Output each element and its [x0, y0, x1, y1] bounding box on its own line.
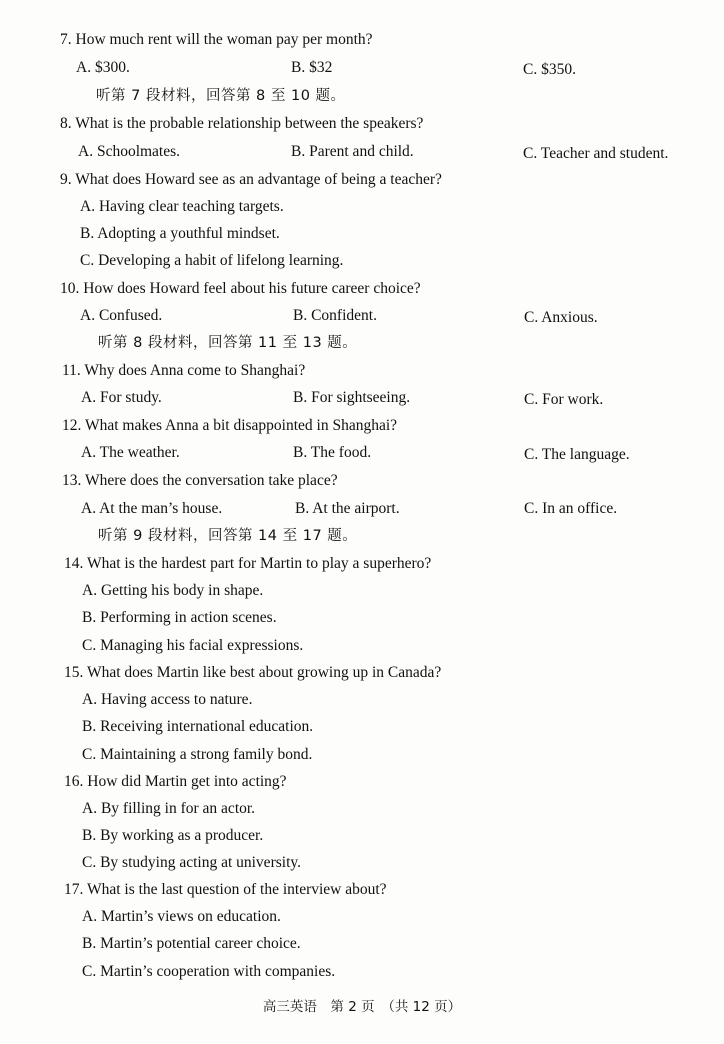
q7-option-c: C. $350.	[523, 61, 576, 78]
q8-option-b: B. Parent and child.	[291, 143, 414, 160]
q17-option-c: C. Martin’s cooperation with companies.	[82, 963, 336, 980]
q12-option-b: B. The food.	[293, 444, 372, 461]
q17-option-a: A. Martin’s views on education.	[82, 908, 281, 925]
q15-option-a: A. Having access to nature.	[82, 691, 253, 708]
q10-option-c: C. Anxious.	[524, 309, 598, 326]
q9-option-b: B. Adopting a youthful mindset.	[80, 225, 280, 242]
question-12: 12. What makes Anna a bit disappointed in Shanghai?	[62, 417, 398, 434]
question-15: 15. What does Martin like best about growing up in Canada?	[64, 664, 442, 681]
q9-option-a: A. Having clear teaching targets.	[80, 198, 284, 215]
q9-option-c: C. Developing a habit of lifelong learning.	[80, 252, 344, 269]
q10-option-b: B. Confident.	[293, 307, 377, 324]
q16-option-a: A. By filling in for an actor.	[82, 800, 256, 817]
q12-option-a: A. The weather.	[81, 444, 180, 461]
q15-option-c: C. Maintaining a strong family bond.	[82, 746, 313, 763]
q11-option-b: B. For sightseeing.	[293, 389, 411, 406]
q13-option-b: B. At the airport.	[295, 500, 400, 517]
q17-option-b: B. Martin’s potential career choice.	[82, 935, 301, 952]
question-11: 11. Why does Anna come to Shanghai?	[62, 362, 306, 379]
q16-option-c: C. By studying acting at university.	[82, 854, 301, 871]
question-8: 8. What is the probable relationship between the speakers?	[60, 115, 424, 132]
question-16: 16. How did Martin get into acting?	[64, 773, 287, 790]
q14-option-b: B. Performing in action scenes.	[82, 609, 277, 626]
section-heading-7: 听第 7 段材料，回答第 8 至 10 题。	[96, 88, 346, 104]
q16-option-b: B. By working as a producer.	[82, 827, 264, 844]
q14-option-c: C. Managing his facial expressions.	[82, 637, 304, 654]
section-heading-8: 听第 8 段材料，回答第 11 至 13 题。	[98, 335, 358, 351]
q15-option-b: B. Receiving international education.	[82, 718, 314, 735]
q11-option-c: C. For work.	[524, 391, 604, 408]
q13-option-c: C. In an office.	[524, 500, 618, 517]
page-footer: 高三英语 第 2 页 （共 12 页）	[262, 999, 462, 1015]
question-17: 17. What is the last question of the interview about?	[64, 881, 387, 898]
section-heading-9: 听第 9 段材料，回答第 14 至 17 题。	[98, 528, 358, 544]
q8-option-a: A. Schoolmates.	[78, 143, 181, 160]
q12-option-c: C. The language.	[524, 446, 630, 463]
question-7: 7. How much rent will the woman pay per month?	[60, 31, 373, 48]
q7-option-b: B. $32	[291, 59, 333, 76]
q7-option-a: A. $300.	[76, 59, 130, 76]
q8-option-c: C. Teacher and student.	[523, 145, 669, 162]
q11-option-a: A. For study.	[81, 389, 162, 406]
question-14: 14. What is the hardest part for Martin to play a superhero?	[64, 555, 432, 572]
question-10: 10. How does Howard feel about his future career choice?	[60, 280, 421, 297]
q10-option-a: A. Confused.	[80, 307, 163, 324]
q14-option-a: A. Getting his body in shape.	[82, 582, 264, 599]
question-13: 13. Where does the conversation take place?	[62, 472, 338, 489]
q13-option-a: A. At the man’s house.	[81, 500, 223, 517]
question-9: 9. What does Howard see as an advantage of being a teacher?	[60, 171, 442, 188]
